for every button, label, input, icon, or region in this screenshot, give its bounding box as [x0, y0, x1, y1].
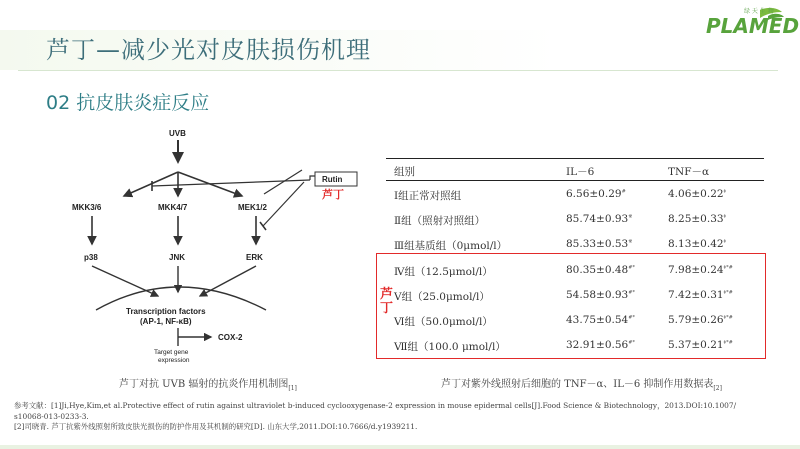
table-cell-il6: 54.58±0.93#*	[566, 289, 635, 301]
table-header-tnf: TNF－α	[668, 166, 710, 178]
references	[14, 401, 789, 433]
target-label-1: Target gene	[154, 349, 189, 356]
rutin-group-highlight	[376, 253, 766, 359]
table-header-il6: IL－6	[566, 166, 595, 178]
table-cell-il6: 80.35±0.48#*	[566, 264, 635, 276]
table-cell-group: Ⅵ组（50.0μmol/l）	[394, 316, 493, 328]
table-cell-il6: 32.91±0.56#*	[566, 339, 635, 351]
caption-table: 芦丁对紫外线照射后细胞的 TNF－α、IL－6 抑制作用数据表$_{[2]}$	[441, 379, 722, 392]
table-cell-group: Ⅳ组（12.5μmol/l）	[394, 266, 493, 278]
section-subtitle: 02 抗皮肤炎症反应	[46, 92, 210, 114]
table-top-rule	[386, 158, 764, 159]
p38-label: p38	[84, 253, 98, 262]
mkk47-label: MKK4/7	[158, 203, 188, 212]
table-cell-tnf: 7.42±0.31‡*#	[668, 289, 733, 301]
table-cell-group: Ⅴ组（25.0μmol/l）	[394, 291, 490, 303]
rutin-cn-label: 芦丁	[322, 189, 344, 201]
table-cell-il6: 6.56±0.29#	[566, 188, 626, 200]
cox2-label: COX-2	[218, 333, 243, 342]
uvb-label: UVB	[169, 129, 186, 138]
rutin-highlight-label: 芦丁	[380, 287, 394, 316]
table-cell-tnf: 8.25±0.33‡	[668, 213, 727, 225]
table-cell-tnf: 5.79±0.26‡*#	[668, 314, 733, 326]
reference-1-cont: s10068-013-0233-3.	[14, 411, 89, 421]
erk-label: ERK	[246, 253, 263, 262]
table-cell-il6: 43.75±0.54#*	[566, 314, 635, 326]
mkk36-label: MKK3/6	[72, 203, 102, 212]
title-divider	[18, 70, 778, 71]
caption-diagram: 芦丁对抗 UVB 辐射的抗炎作用机制图$_{[1]}$	[119, 379, 297, 392]
logo-chinese: 绿 天 生 物	[744, 8, 774, 15]
table-cell-il6: 85.74±0.93※	[566, 213, 633, 225]
table-cell-tnf: 7.98±0.24‡*#	[668, 264, 733, 276]
reference-1: 参考文献：[1]Ji,Hye,Kim,et al.Protective effect of rutin against ultraviolet b-induced cyclooxygenase-2 expression in mouse epidermal cells[J].Food Science & Biotechnology，2013.DOI:10.1007/	[14, 401, 737, 410]
table-cell-group: Ⅱ组（照射对照组）	[394, 215, 486, 227]
table-header-group: 组别	[394, 166, 415, 178]
page-title: 芦丁—减少光对皮肤损伤机理	[46, 36, 371, 64]
table-cell-il6: 85.33±0.53※	[566, 238, 633, 250]
jnk-label: JNK	[169, 253, 186, 262]
table-cell-group: Ⅰ组正常对照组	[394, 190, 462, 202]
table-header-rule	[386, 180, 764, 181]
mek12-label: MEK1/2	[238, 203, 267, 212]
tf-label-2: (AP-1, NF-κB)	[140, 317, 192, 326]
table-cell-tnf: 4.06±0.22‡	[668, 188, 727, 200]
tf-label-1: Transcription factors	[126, 307, 206, 316]
target-label-2: expression	[158, 357, 190, 364]
mechanism-diagram	[66, 124, 376, 374]
rutin-label: Rutin	[322, 175, 343, 184]
logo-text: PLAMED	[706, 14, 800, 38]
table-cell-group: Ⅶ组（100.0 μmol/l）	[394, 341, 506, 353]
reference-2: [2]司晓青. 芦丁抗紫外线照射所致皮肤光损伤的防护作用及其机制的研究[D]. 山东大学,2011.DOI:10.7666/d.y1939211.	[14, 422, 418, 431]
branch-left	[124, 172, 178, 196]
inhibit-line	[152, 180, 310, 186]
table-cell-group: Ⅲ组基质组（0μmol/l）	[394, 240, 508, 252]
table-cell-tnf: 5.37±0.21‡*#	[668, 339, 733, 351]
table-cell-tnf: 8.13±0.42‡	[668, 238, 727, 250]
footer-band	[0, 445, 800, 449]
